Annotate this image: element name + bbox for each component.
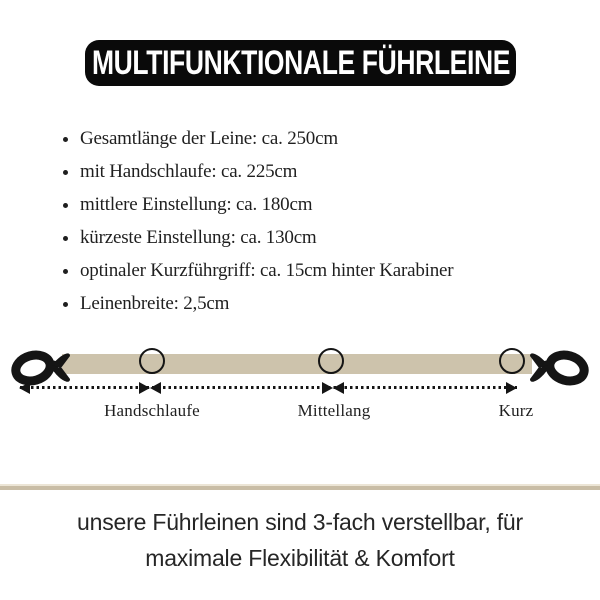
footer-text	[0, 504, 600, 576]
segment-label-kurz: Kurz	[498, 401, 534, 420]
segment-label-handschlaufe: Handschlaufe	[104, 401, 200, 420]
spec-item: • Gesamtlänge der Leine: ca. 250cm	[80, 122, 453, 155]
leash-ring-icon	[139, 348, 165, 374]
spec-item: • mit Handschlaufe: ca. 225cm	[80, 155, 453, 188]
arrow-right-icon	[322, 382, 333, 394]
arrow-left-icon	[19, 382, 30, 394]
spec-item: • Leinenbreite: 2,5cm	[80, 287, 453, 320]
footer-line-2: maximale Flexibilität & Komfort	[145, 545, 455, 571]
measure-dotted-line	[20, 386, 517, 389]
footer-line-1: unsere Führleinen sind 3-fach verstellbar, für	[77, 509, 523, 535]
arrow-right-icon	[139, 382, 150, 394]
header-banner	[85, 40, 516, 86]
arrow-right-icon	[506, 382, 517, 394]
spec-item: • mittlere Einstellung: ca. 180cm	[80, 188, 453, 221]
leash-ring-icon	[499, 348, 525, 374]
arrow-left-icon	[333, 382, 344, 394]
arrow-left-icon	[150, 382, 161, 394]
leash-ring-icon	[318, 348, 344, 374]
segment-label-mittellang: Mittellang	[297, 401, 371, 420]
spec-item: • optinaler Kurzführgriff: ca. 15cm hinter Karabiner	[80, 254, 453, 287]
leash-strap	[62, 354, 532, 374]
divider-line	[0, 484, 600, 490]
leash-diagram	[0, 335, 600, 430]
page-title: MULTIFUNKTIONALE FÜHRLEINE	[91, 43, 510, 82]
spec-list	[62, 122, 453, 320]
spec-item: • kürzeste Einstellung: ca. 130cm	[80, 221, 453, 254]
carabiner-icon	[530, 341, 590, 393]
